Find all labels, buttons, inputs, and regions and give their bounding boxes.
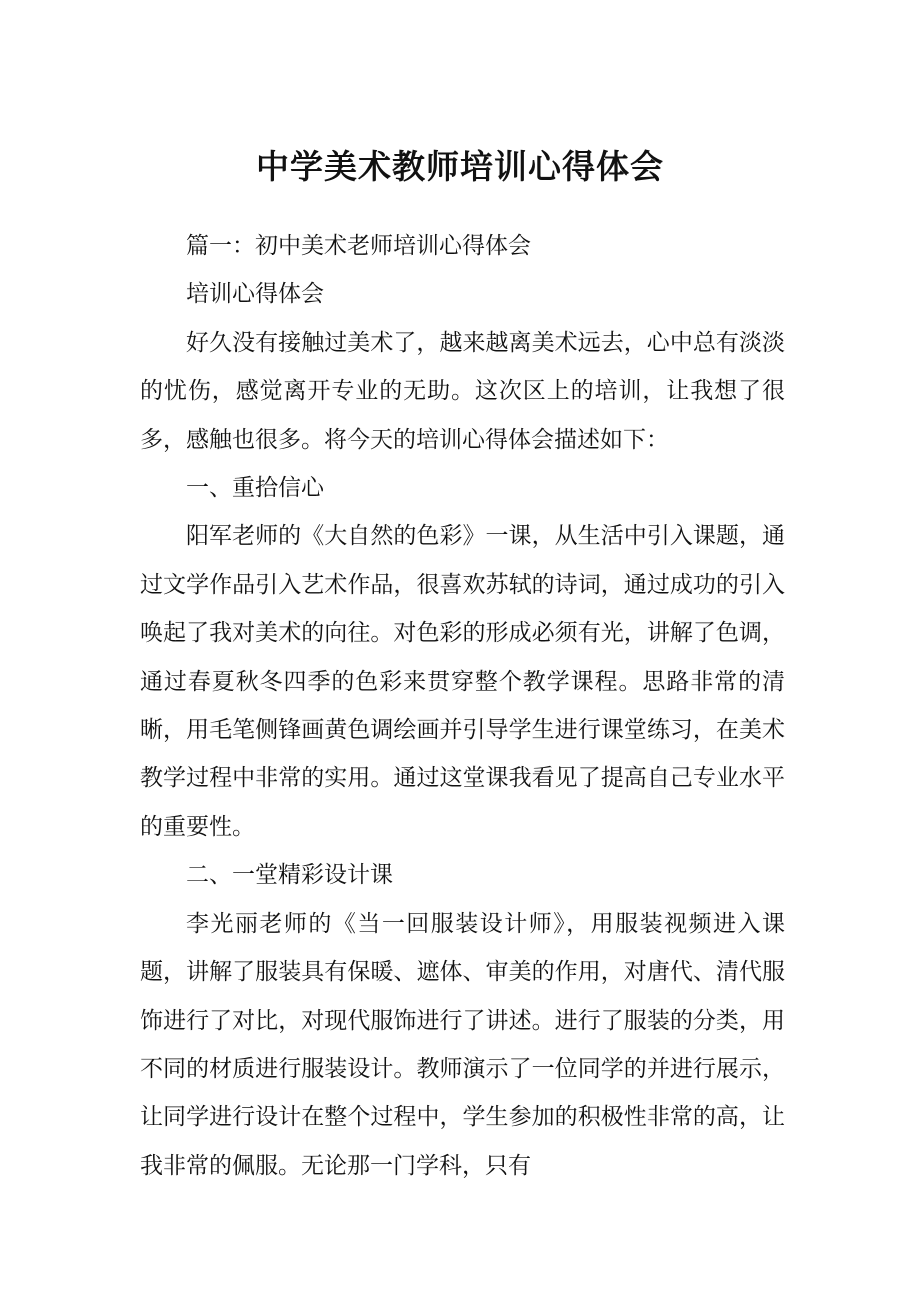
paragraph-subtitle: 培训心得体会 — [186, 281, 324, 308]
paragraph-section-one: 阳军老师的《大自然的色彩》一课，从生活中引入课题，通过文学作品引入艺术作品，很喜欢苏轼的诗词，通过成功的引入唤起了我对美术的向往。对色彩的形成必须有光，讲解了色调，通过春夏秋冬四季的色彩来贯穿整个教学课程。思路非常的清晰，用毛笔侧锋画黄色调绘画并引导学生进行课堂练习，在美术教学过程中非常的实用。通过这堂课我看见了提高自己专业水平的重要性。 — [140, 523, 785, 840]
section-heading-two: 二、一堂精彩设计课 — [186, 862, 393, 889]
paragraph-section-two: 李光丽老师的《当一回服装设计师》，用服装视频进入课题，讲解了服装具有保暖、遮体、审美的作用，对唐代、清代服饰进行了对比，对现代服饰进行了讲述。进行了服装的分类，用不同的材质进行服装设计。教师演示了一位同学的并进行展示，让同学进行设计在整个过程中，学生参加的积极性非常的高，让我非常的佩服。无论那一门学科，只有 — [140, 910, 785, 1179]
document-body — [140, 222, 785, 1190]
paragraph-intro: 好久没有接触过美术了，越来越离美术远去，心中总有淡淡的忧伤，感觉离开专业的无助。这次区上的培训，让我想了很多，感触也很多。将今天的培训心得体会描述如下： — [140, 329, 785, 453]
document-title: 中学美术教师培训心得体会 — [256, 147, 664, 186]
paragraph-heading-part-one: 篇一：初中美术老师培训心得体会 — [186, 233, 531, 259]
section-heading-one: 一、重拾信心 — [186, 475, 324, 502]
